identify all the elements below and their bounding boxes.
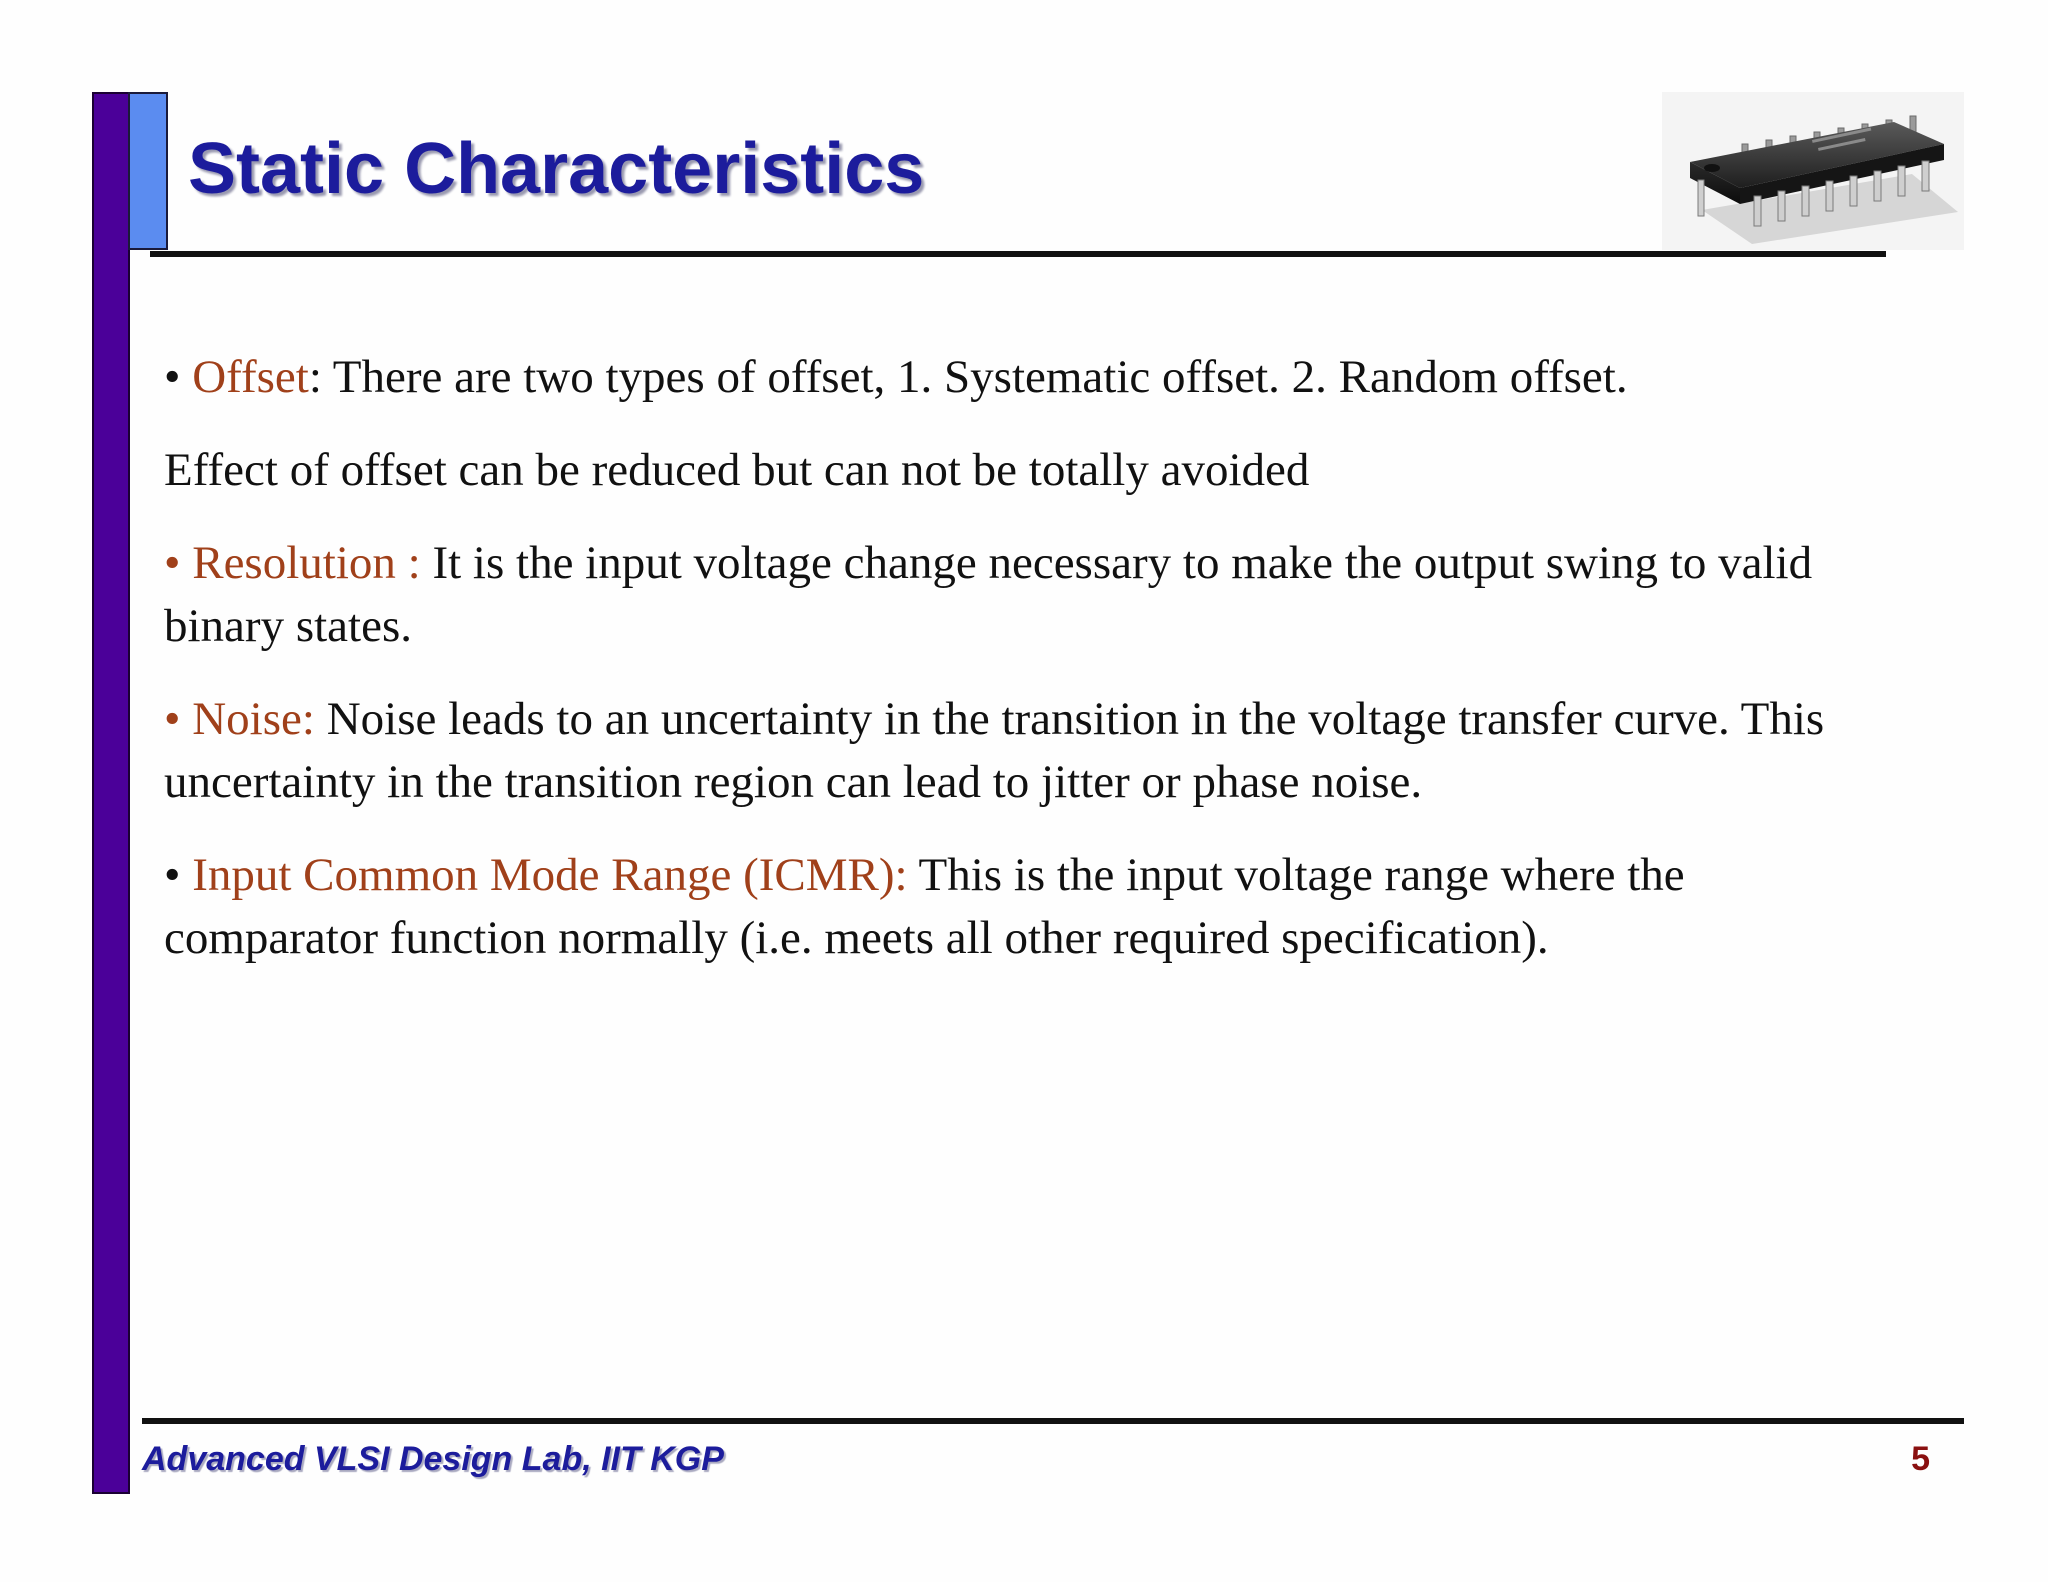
note-text: Effect of offset can be reduced but can not be totally avoided [164, 444, 1310, 496]
bullet-text: It is the input voltage change necessary to make the output swing to valid binary states. [164, 537, 1813, 652]
bullet-marker: • [164, 351, 193, 403]
bullet-marker: • [164, 537, 193, 589]
footer-divider [142, 1418, 1964, 1424]
offset-note [164, 439, 1884, 502]
bullet-marker: • [164, 849, 193, 901]
slide-title: Static Characteristics [188, 129, 925, 209]
term-offset: Offset [192, 351, 309, 403]
term-noise: Noise: [192, 693, 315, 745]
bullet-text: This is the input voltage range where the comparator function normally (i.e. meets all other required specification). [164, 849, 1685, 964]
bullet-icmr [164, 844, 1884, 970]
title-accent-block [128, 92, 168, 250]
ic-chip-icon [1662, 92, 1964, 250]
bullet-text: Noise leads to an uncertainty in the transition in the voltage transfer curve. This uncertainty in the transition region can lead to jitter or phase noise. [164, 693, 1825, 808]
bullet-resolution [164, 532, 1884, 658]
slide-body [164, 346, 1884, 1000]
page-number: 5 [1911, 1440, 1930, 1478]
bullet-noise [164, 688, 1884, 814]
bullet-text: : There are two types of offset, 1. Systematic offset. 2. Random offset. [308, 351, 1628, 403]
term-icmr: Input Common Mode Range (ICMR): [192, 849, 908, 901]
bullet-marker: • [164, 693, 193, 745]
ic-chip-image [1662, 92, 1964, 250]
term-resolution: Resolution : [192, 537, 421, 589]
left-accent-bar [92, 92, 130, 1494]
bullet-offset [164, 346, 1884, 409]
title-divider [150, 251, 1886, 257]
footer-lab-name: Advanced VLSI Design Lab, IIT KGP [142, 1440, 724, 1478]
